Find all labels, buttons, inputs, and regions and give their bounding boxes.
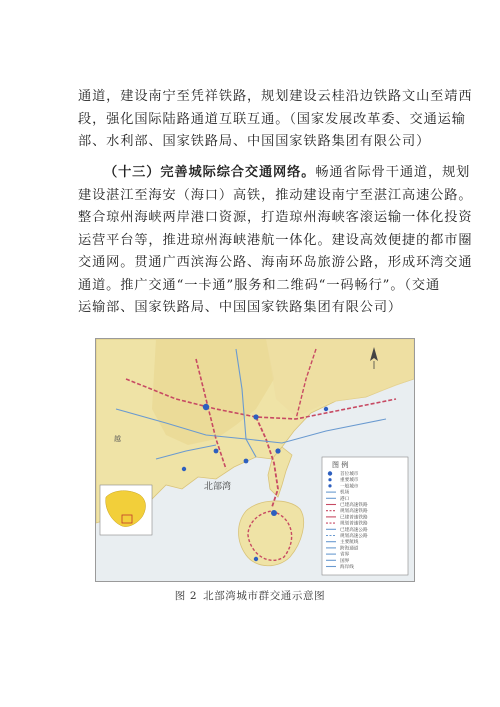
legend-title: 图 例 <box>332 461 349 469</box>
legend-symbol <box>328 471 332 475</box>
text-line: 段，强化国际陆路通道互联互通。（国家发展改革委、交通运输 <box>78 111 466 127</box>
legend-label: 跨海通道 <box>340 546 359 552</box>
legend-label: 省界 <box>340 552 350 558</box>
map-legend <box>322 457 408 575</box>
paragraph-1 <box>78 86 473 154</box>
figure-caption <box>0 588 500 603</box>
text-line: 建设湛江至海安（海口）高铁，推动建设南宁至湛江高速公路。 <box>78 187 473 203</box>
section-heading: （十三）完善城际综合交通网络。 <box>104 165 316 180</box>
text-line-rest: 畅通省际骨干通道，规划 <box>315 165 471 180</box>
map-graphic <box>96 339 414 581</box>
country-label: 越 <box>114 435 121 443</box>
legend-label: 港口 <box>340 496 350 502</box>
legend-label: 已建普速铁路 <box>340 515 368 521</box>
legend-label: 重要城市 <box>340 478 359 484</box>
gulf-label: 北部湾 <box>204 482 232 492</box>
text-line: 整合琼州海峡两岸港口资源，打造琼州海峡客滚运输一体化投资 <box>78 210 473 225</box>
legend-label: 国界 <box>340 558 350 564</box>
legend-label: 首位城市 <box>340 472 359 477</box>
legend-label: 海岸线 <box>340 565 354 570</box>
legend-label: 规划高速公路 <box>340 534 368 539</box>
text-line <box>78 162 471 185</box>
legend-label: 已建高速公路 <box>340 527 368 533</box>
legend-label: 机场 <box>340 490 350 496</box>
legend-label: 规划高速铁路 <box>340 509 368 515</box>
china-inset-map <box>100 485 152 535</box>
text-line: 运营平台等，推进琼州海峡港航一体化。建设高效便捷的都市圈 <box>78 232 473 248</box>
text-line: 部、水利部、国家铁路局、中国国家铁路集团有限公司） <box>78 134 431 149</box>
figure-number: 图 2 <box>174 590 198 602</box>
legend-label: 规划普速铁路 <box>340 521 368 527</box>
legend-symbol <box>328 478 331 481</box>
text-line: 交通网。贯通广西滨海公路、海南环岛旅游公路，形成环湾交通 <box>78 255 473 270</box>
transport-map <box>95 338 415 582</box>
text-line: 运输部、国家铁路局、中国国家铁路集团有限公司） <box>78 300 403 315</box>
figure-title: 北部湾城市群交通示意图 <box>203 590 326 602</box>
legend-label: 一般城市 <box>340 484 359 490</box>
legend-label: 已建高速铁路 <box>340 503 368 508</box>
legend-symbol <box>328 484 331 487</box>
hainan-island <box>239 501 304 566</box>
paragraph-2 <box>78 162 473 320</box>
legend-label: 主要航线 <box>340 540 359 546</box>
text-line: 通道，建设南宁至凭祥铁路，规划建设云桂沿边铁路文山至靖西 <box>78 89 473 104</box>
text-line: 通道。推广交通“一卡通”服务和二维码“一码畅行”。（交通 <box>78 277 441 293</box>
